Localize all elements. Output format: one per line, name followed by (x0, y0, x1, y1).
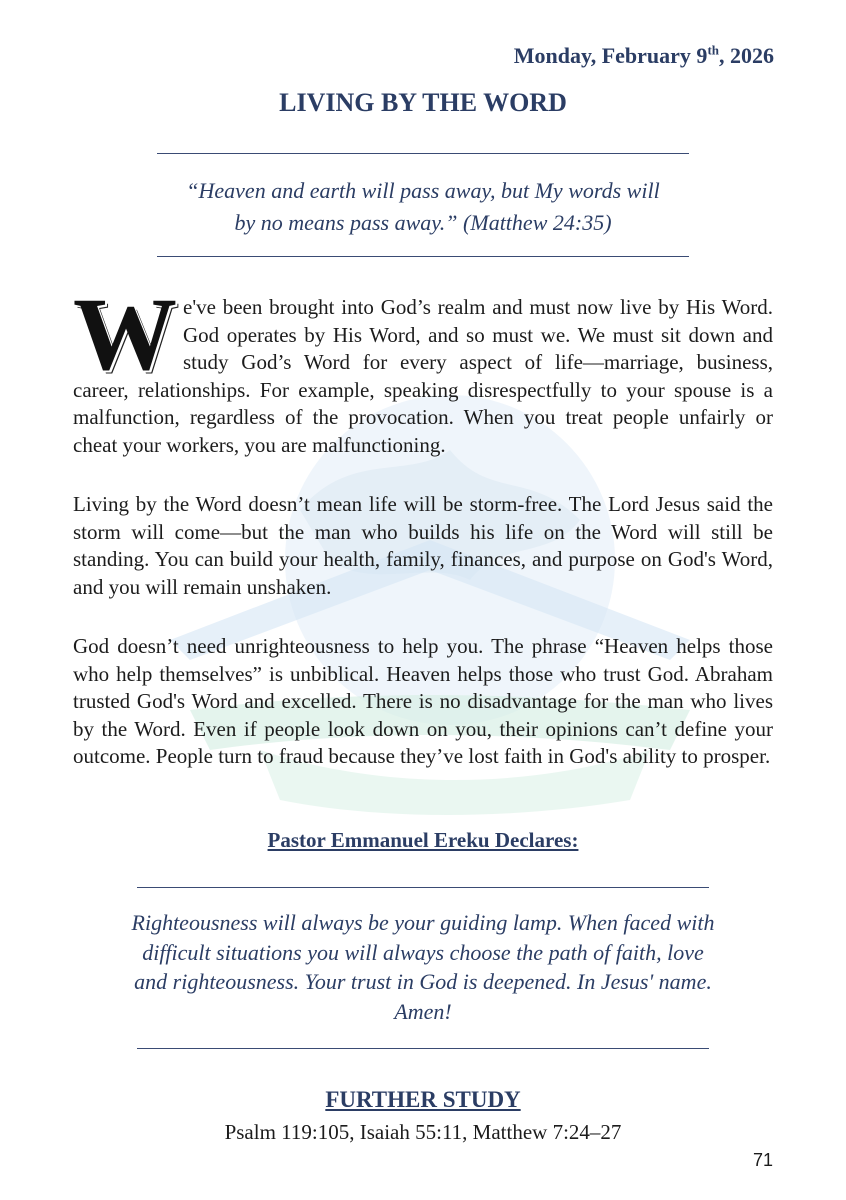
declaration-text: Righteousness will always be your guiding lamp. When faced with difficult situations you will always choose the path of faith, love and righteousness. Your trust in God is deepened. In Jesus' name. Amen! (131, 910, 715, 1024)
body-paragraph-2: Living by the Word doesn’t mean life will be storm-free. The Lord Jesus said the storm will come—but the man who builds his life on the Word will still be standing. You can build your health, family, finances, and purpose on God's Word, and you will remain unshaken. (73, 492, 773, 599)
further-study-references: Psalm 119:105, Isaiah 55:11, Matthew 7:24–27 (224, 1120, 622, 1144)
key-verse-line-1: “Heaven and earth will pass away, but My words will (186, 178, 660, 203)
body-paragraph-1-text: e've been brought into God’s realm and must now live by His Word. God operates by His Word, and so must we. We must sit down and study God’s Word for every aspect of life—marriage, business, career, relationships. For example, speaking disrespectfully to your spouse is a malfunction, regardless of the provocation. When you treat people unfairly or cheat your workers, you are malfunctioning. (73, 295, 773, 457)
declaration-heading: Pastor Emmanuel Ereku Declares: (267, 828, 579, 852)
divider-declaration-bottom (137, 1048, 709, 1049)
divider-declaration-top (137, 887, 709, 888)
further-study-heading: FURTHER STUDY (325, 1087, 521, 1112)
page-number: 71 (752, 1150, 773, 1170)
body-paragraph-3: God doesn’t need unrighteousness to help you. The phrase “Heaven helps those who help themselves” is unbiblical. Heaven helps those who trust God. Abraham trusted God's Word and excelled. There is no disadvantage for the man who lives by the Word. Even if people look down on you, their opinions can’t define your outcome. People turn to fraud because they’ve lost faith in God's ability to prosper. (73, 634, 773, 768)
devotion-date: Monday, February 9th, 2026 (513, 42, 774, 68)
body-paragraph-1 (73, 277, 773, 459)
page-title: LIVING BY THE WORD (279, 88, 567, 117)
key-verse-line-2: by no means pass away.” (Matthew 24:35) (234, 210, 612, 235)
divider-top (157, 153, 689, 154)
key-verse (120, 175, 726, 239)
drop-cap-letter: W (73, 277, 177, 392)
divider-verse-bottom (157, 256, 689, 257)
